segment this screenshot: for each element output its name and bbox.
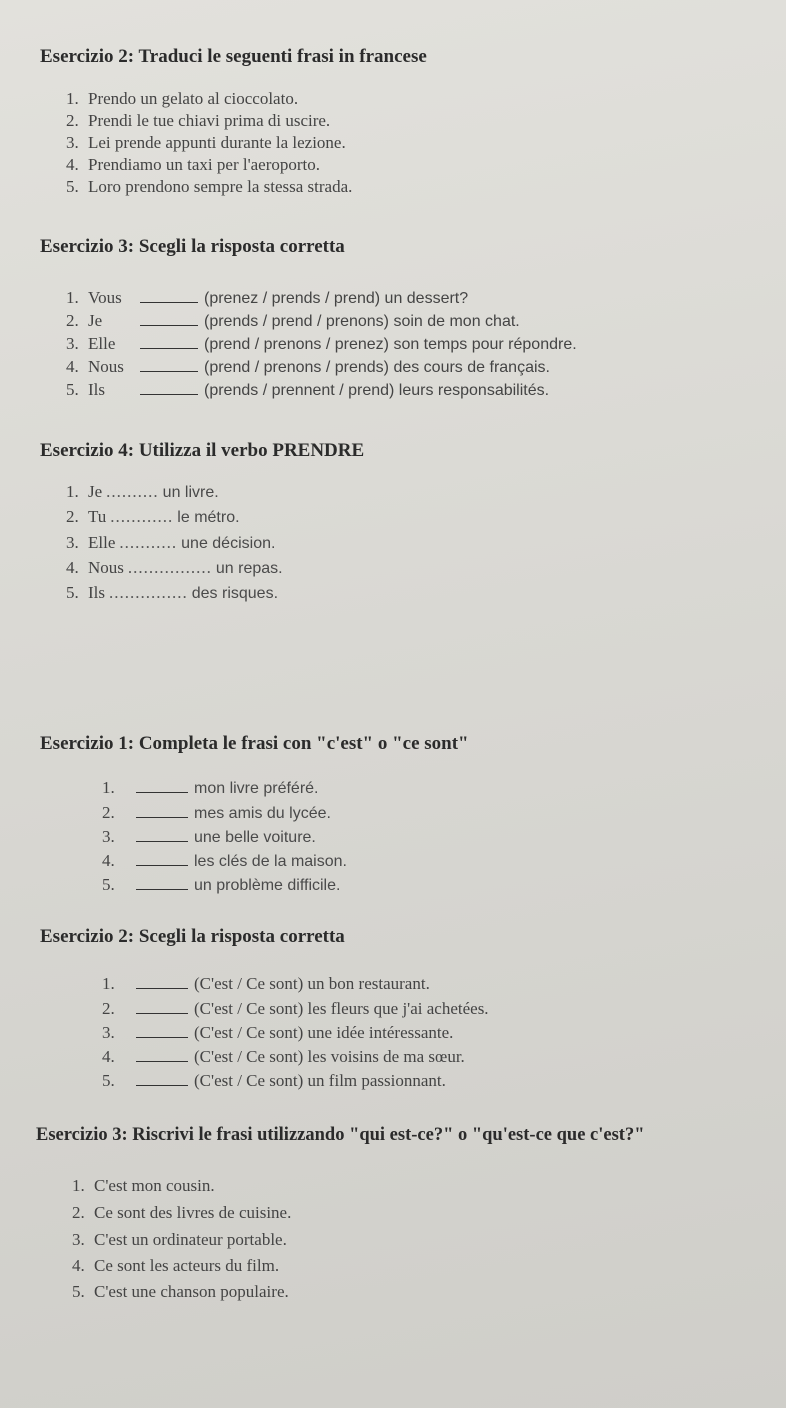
list-item: 3. Elle ........... une décision. [66,533,276,552]
list-item: 2. (C'est / Ce sont) les fleurs que j'ai achetées. [102,999,489,1018]
list-item: 2. Ce sont des livres de cuisine. [72,1203,292,1222]
list-item: 4. Ce sont les acteurs du film. [72,1256,280,1275]
list-item: 4. Prendiamo un taxi per l'aeroporto. [66,155,321,174]
list-item: 2. Tu ............ le métro. [66,507,240,526]
list-item: 5. (C'est / Ce sont) un film passionnant. [102,1071,446,1090]
list-item: 5. Loro prendono sempre la stessa strada. [66,177,353,196]
list-item: 4. (C'est / Ce sont) les voisins de ma sœur. [102,1047,465,1066]
list-item: 2. Prendi le tue chiavi prima di uscire. [66,111,331,130]
list-item: 5. un problème difficile. [102,875,341,894]
list-item: 1. Je .......... un livre. [66,482,219,501]
list-item: 1. C'est mon cousin. [72,1176,215,1195]
section-title: Esercizio 3: Scegli la risposta corretta [40,236,345,257]
list-item: 3. (C'est / Ce sont) une idée intéressante. [102,1023,454,1042]
section-title: Esercizio 2: Scegli la risposta corretta [40,926,345,947]
list-item: 1. (C'est / Ce sont) un bon restaurant. [102,974,430,993]
list-item: 1. mon livre préféré. [102,778,319,797]
section-title: Esercizio 4: Utilizza il verbo PRENDRE [40,440,365,461]
list-item: 4. Nous ................ un repas. [66,558,283,577]
list-item: 3. une belle voiture. [102,827,316,846]
list-item: 2. mes amis du lycée. [102,803,331,822]
section-title: Esercizio 1: Completa le frasi con "c'est" o "ce sont" [40,733,469,754]
list-item: 3. C'est un ordinateur portable. [72,1230,287,1249]
list-item: 4. Nous (prend / prenons / prends) des cours de français. [66,357,550,376]
list-item: 3. Lei prende appunti durante la lezione. [66,133,346,152]
list-item: 2. Je (prends / prend / prenons) soin de mon chat. [66,311,520,330]
section-title: Esercizio 2: Traduci le seguenti frasi in francese [40,46,427,67]
list-item: 5. C'est une chanson populaire. [72,1282,289,1301]
list-item: 5. Ils ............... des risques. [66,583,279,602]
section-title: Esercizio 3: Riscrivi le frasi utilizzando "qui est-ce?" o "qu'est-ce que c'est?" [36,1125,645,1145]
list-item: 3. Elle (prend / prenons / prenez) son temps pour répondre. [66,334,577,353]
list-item: 5. Ils (prends / prennent / prend) leurs responsabilités. [66,380,550,399]
list-item: 1. Prendo un gelato al cioccolato. [66,89,299,108]
list-item: 1. Vous (prenez / prends / prend) un dessert? [66,288,469,307]
list-item: 4. les clés de la maison. [102,851,347,870]
